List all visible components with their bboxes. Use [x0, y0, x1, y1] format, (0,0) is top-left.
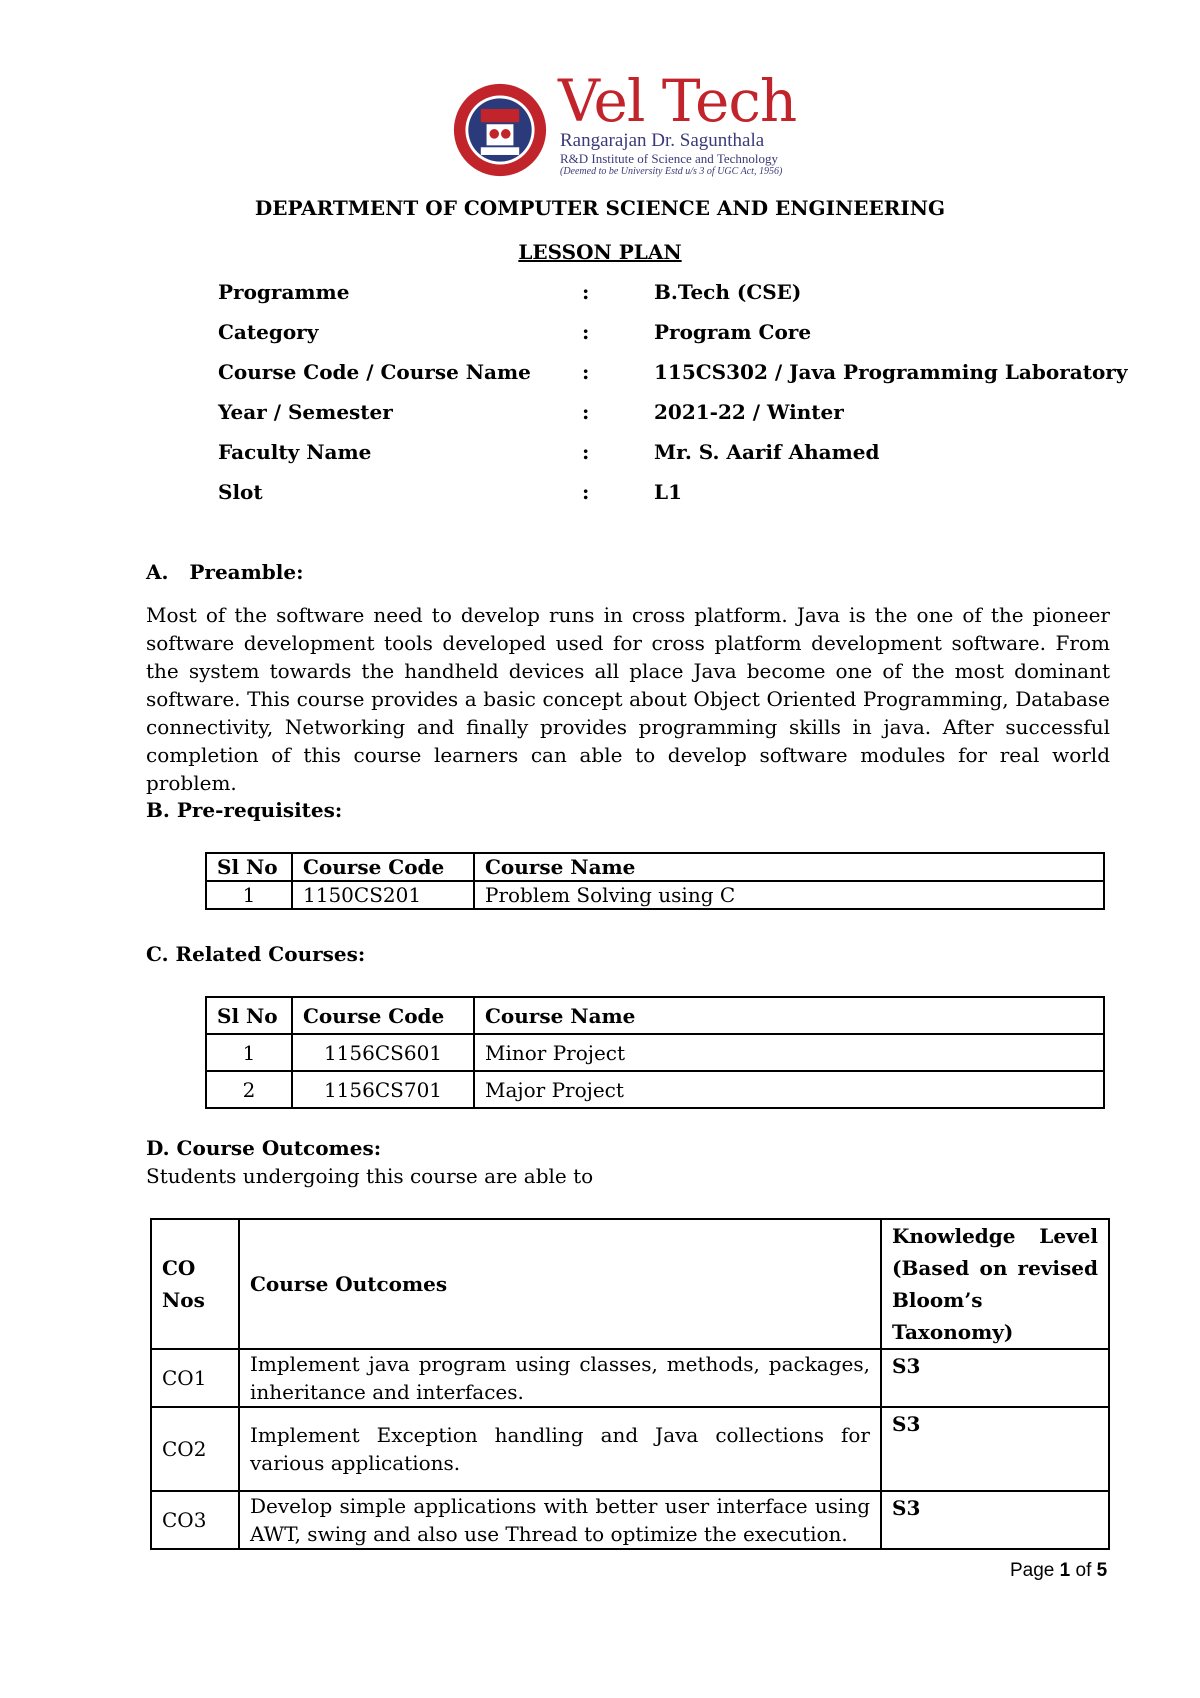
- info-key: Course Code / Course Name: [218, 360, 531, 384]
- cell-sl-no: 2: [206, 1071, 292, 1108]
- cell-course-code: 1150CS201: [292, 881, 474, 909]
- course-outcomes-table: [150, 1218, 1110, 1550]
- university-seal-icon: [452, 82, 548, 178]
- info-sep: :: [582, 360, 590, 384]
- cell-co-no: CO2: [151, 1407, 239, 1491]
- info-row-year-semester: [218, 400, 1118, 440]
- col-course-outcomes: Course Outcomes: [239, 1219, 881, 1349]
- course-outcomes-heading: D. Course Outcomes:: [146, 1136, 382, 1160]
- cell-co-no: CO1: [151, 1349, 239, 1407]
- col-sl-no: Sl No: [206, 853, 292, 881]
- col-course-code: Course Code: [292, 853, 474, 881]
- cell-outcome: Implement Exception handling and Java collections for various applications.: [239, 1407, 881, 1491]
- table-header-row: [206, 997, 1104, 1034]
- info-row-category: [218, 320, 1118, 360]
- cell-co-no: CO3: [151, 1491, 239, 1549]
- preamble-text: Most of the software need to develop runs in cross platform. Java is the one of the pioneer software development tools developed used for cross platform development software. From the system towards the handheld devices all place Java become one of the most dominant software. This course provides a basic concept about Object Oriented Programming, Database connectivity, Networking and finally provides programming skills in java. After successful completion of this course learners can able to develop software modules for real world problem.: [146, 603, 1110, 795]
- cell-knowledge-level: S3: [881, 1491, 1109, 1549]
- preamble-heading: A. Preamble:: [146, 560, 304, 584]
- info-sep: :: [582, 320, 590, 344]
- info-row-programme: [218, 280, 1118, 320]
- table-row: [151, 1491, 1109, 1549]
- lesson-plan-title: LESSON PLAN: [518, 240, 682, 264]
- info-value: Mr. S. Aarif Ahamed: [654, 440, 880, 464]
- cell-course-name: Problem Solving using C: [474, 881, 1104, 909]
- cell-course-name: Major Project: [474, 1071, 1104, 1108]
- col-co-nos: CO Nos: [151, 1219, 239, 1349]
- department-title: DEPARTMENT OF COMPUTER SCIENCE AND ENGINEERING: [254, 196, 946, 220]
- page-number: [1010, 1560, 1107, 1582]
- cell-outcome: Develop simple applications with better user interface using AWT, swing and also use Thread to optimize the execution.: [239, 1491, 881, 1549]
- prerequisites-table: [205, 852, 1105, 910]
- institution-logo: [452, 67, 812, 182]
- info-row-course: [218, 360, 1128, 400]
- cell-sl-no: 1: [206, 1034, 292, 1071]
- info-sep: :: [582, 400, 590, 424]
- logo-line-3: (Deemed to be University Estd u/s 3 of UGC Act, 1956): [560, 166, 783, 177]
- info-row-faculty: [218, 440, 1118, 480]
- of-word: of: [1075, 1560, 1092, 1581]
- course-outcomes-intro: Students undergoing this course are able to: [146, 1164, 594, 1188]
- cell-knowledge-level: S3: [881, 1349, 1109, 1407]
- info-value: B.Tech (CSE): [654, 280, 802, 304]
- col-knowledge-level: Knowledge Level (Based on revised Bloom’s Taxonomy): [881, 1219, 1109, 1349]
- cell-course-name: Minor Project: [474, 1034, 1104, 1071]
- info-value: Program Core: [654, 320, 812, 344]
- prerequisites-heading: B. Pre-requisites:: [146, 798, 343, 822]
- table-row: [206, 1034, 1104, 1071]
- course-info: [218, 280, 1128, 520]
- info-key: Slot: [218, 480, 263, 504]
- cell-knowledge-level: S3: [881, 1407, 1109, 1491]
- info-key: Category: [218, 320, 319, 344]
- info-key: Year / Semester: [218, 400, 393, 424]
- related-courses-table: [205, 996, 1105, 1109]
- info-key: Faculty Name: [218, 440, 372, 464]
- info-sep: :: [582, 440, 590, 464]
- table-row: [151, 1349, 1109, 1407]
- col-course-name: Course Name: [474, 997, 1104, 1034]
- table-row: [151, 1407, 1109, 1491]
- page-word: Page: [1010, 1560, 1055, 1581]
- table-header-row: [151, 1219, 1109, 1349]
- col-sl-no: Sl No: [206, 997, 292, 1034]
- col-course-name: Course Name: [474, 853, 1104, 881]
- cell-outcome: Implement java program using classes, methods, packages, inheritance and interfaces.: [239, 1349, 881, 1407]
- logo-line-2: R&D Institute of Science and Technology: [560, 151, 778, 166]
- cell-course-code: 1156CS701: [292, 1071, 474, 1108]
- info-row-slot: [218, 480, 1118, 520]
- info-sep: :: [582, 480, 590, 504]
- info-value: 115CS302 / Java Programming Laboratory: [654, 360, 1128, 384]
- table-row: [206, 881, 1104, 909]
- total-pages: 5: [1096, 1560, 1108, 1581]
- info-sep: :: [582, 280, 590, 304]
- logo-brand: Vel Tech: [558, 67, 797, 135]
- logo-line-1: Rangarajan Dr. Sagunthala: [560, 130, 765, 151]
- cell-course-code: 1156CS601: [292, 1034, 474, 1071]
- current-page: 1: [1059, 1560, 1071, 1581]
- table-row: [206, 1071, 1104, 1108]
- info-key: Programme: [218, 280, 350, 304]
- cell-sl-no: 1: [206, 881, 292, 909]
- related-courses-heading: C. Related Courses:: [146, 942, 366, 966]
- table-header-row: [206, 853, 1104, 881]
- info-value: 2021-22 / Winter: [654, 400, 844, 424]
- col-course-code: Course Code: [292, 997, 474, 1034]
- info-value: L1: [654, 480, 682, 504]
